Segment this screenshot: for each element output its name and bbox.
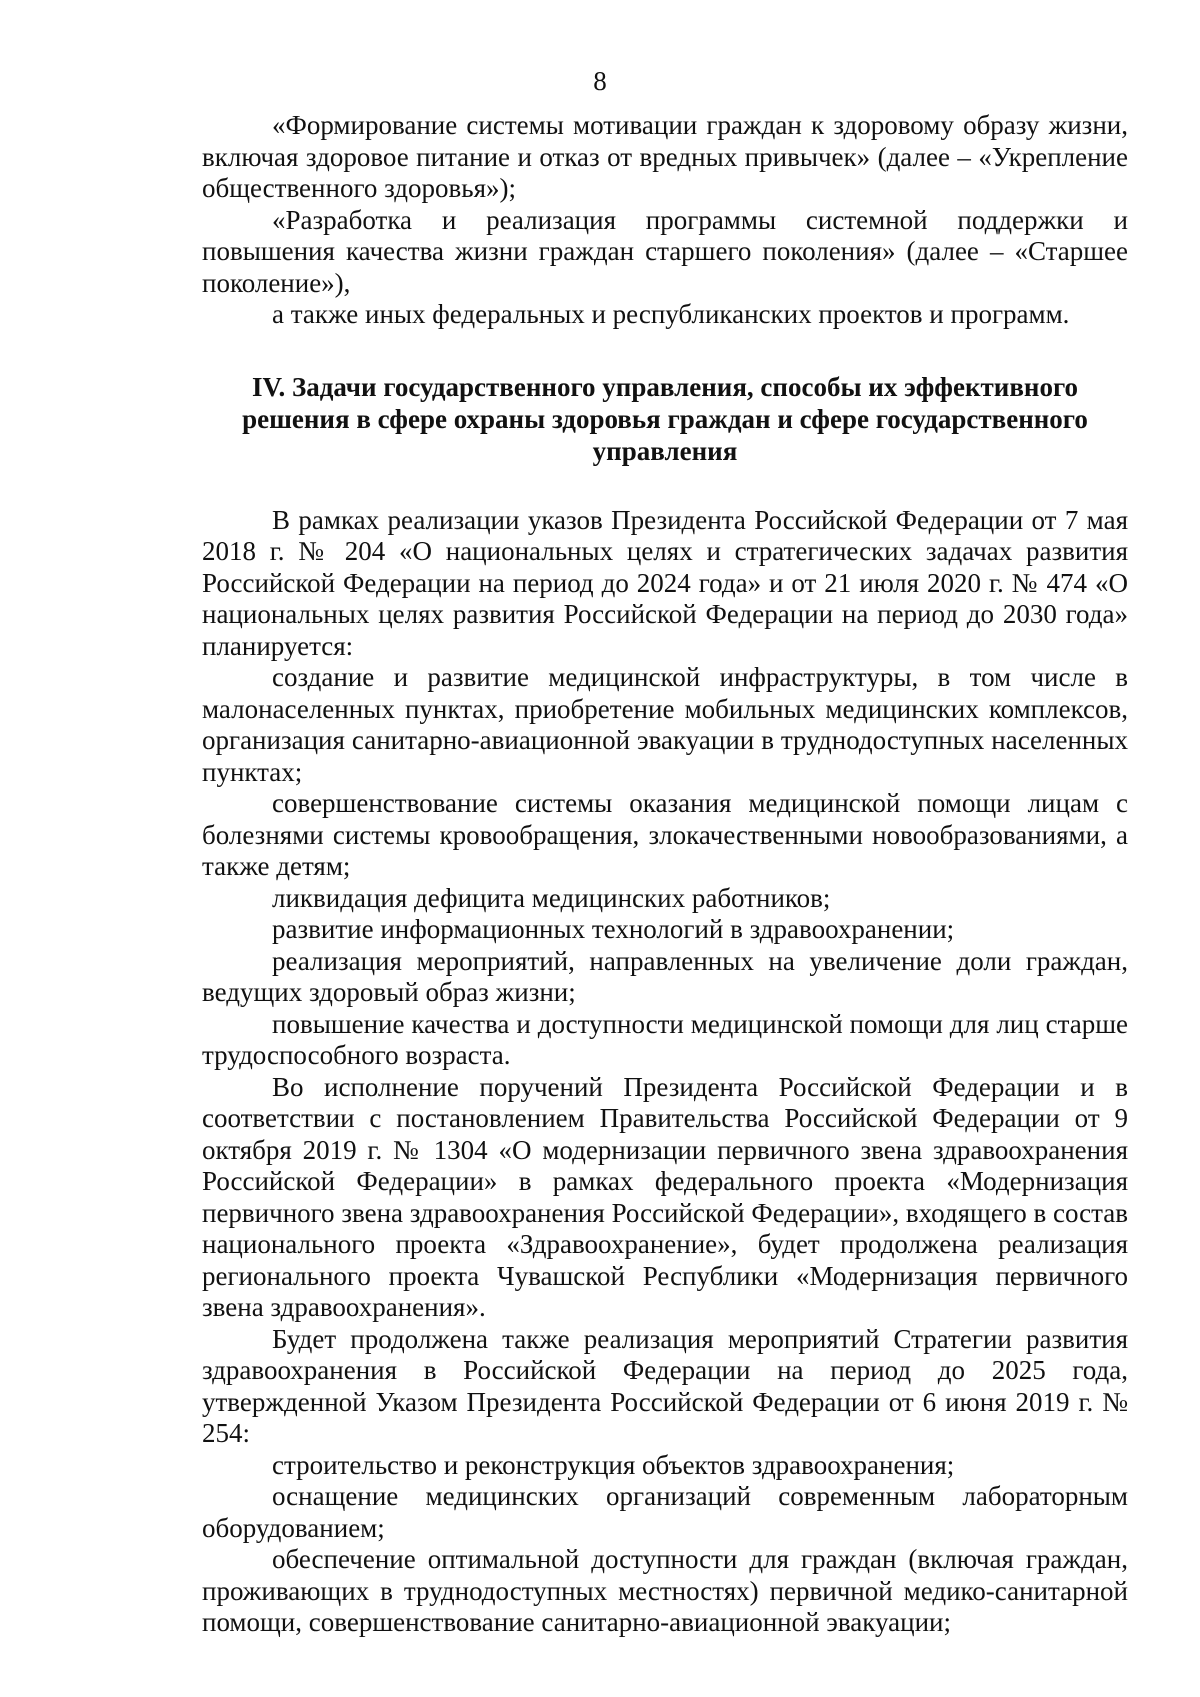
paragraph: «Разработка и реализация программы системной поддержки и повышения качества жизни граждан старшего поколения» (далее – «Старшее поколение»), xyxy=(202,204,1128,298)
paragraph: «Формирование системы мотивации граждан к здоровому образу жизни, включая здоровое питание и отказ от вредных привычек» (далее – «Укрепление общественного здоровья»); xyxy=(202,110,1128,203)
list-item: обеспечение оптимальной доступности для граждан (включая граждан, проживающих в труднодоступных местностях) первичной медико-санитарной помощи, совершенствование санитарно-авиационной эвакуации; xyxy=(202,1544,1128,1637)
section-heading: IV. Задачи государственного управления, способы их эффективного решения в сфере охраны здоровья граждан и сфере государственного управления xyxy=(242,371,1088,466)
page-number: 8 xyxy=(593,66,607,96)
list-item: повышение качества и доступности медицинской помощи для лиц старше трудоспособного возраста. xyxy=(202,1008,1128,1070)
paragraph: Во исполнение поручений Президента Российской Федерации и в соответствии с постановлением Правительства Российской Федерации от 9 октября 2019 г. № 1304 «О модернизации первичного звена здравоохранения Российской Федерации» в рамках федерального проекта «Модернизация первичного звена здравоохранения Российской Федерации», входящего в состав национального проекта «Здравоохранение», будет продолжена реализация регионального проекта Чувашской Республики «Модернизация первичного звена здравоохранения». xyxy=(202,1071,1128,1322)
paragraph: Будет продолжена также реализация мероприятий Стратегии развития здравоохранения в Российской Федерации на период до 2025 года, утвержденной Указом Президента Российской Федерации от 6 июня 2019 г. № 254: xyxy=(202,1323,1128,1448)
list-item: совершенствование системы оказания медицинской помощи лицам с болезнями системы кровообращения, злокачественными новообразованиями, а также детям; xyxy=(202,788,1128,881)
paragraph: а также иных федеральных и республиканских проектов и программ. xyxy=(272,299,1070,329)
page-content xyxy=(202,110,1128,1639)
list-item: реализация мероприятий, направленных на увеличение доли граждан, ведущих здоровый образ жизни; xyxy=(202,945,1128,1007)
list-item: создание и развитие медицинской инфраструктуры, в том числе в малонаселенных пунктах, приобретение мобильных медицинских комплексов, организация санитарно-авиационной эвакуации в труднодоступных населенных пунктах; xyxy=(202,662,1128,787)
list-item: развитие информационных технологий в здравоохранении; xyxy=(272,914,955,944)
list-item: оснащение медицинских организаций современным лабораторным оборудованием; xyxy=(202,1481,1128,1543)
paragraph: В рамках реализации указов Президента Российской Федерации от 7 мая 2018 г. № 204 «О национальных целях и стратегических задачах развития Российской Федерации на период до 2024 года» и от 21 июля 2020 г. № 474 «О национальных целях развития Российской Федерации на период до 2030 года» планируется: xyxy=(202,504,1128,661)
list-item: строительство и реконструкция объектов здравоохранения; xyxy=(272,1449,955,1480)
list-item: ликвидация дефицита медицинских работников; xyxy=(272,882,831,913)
